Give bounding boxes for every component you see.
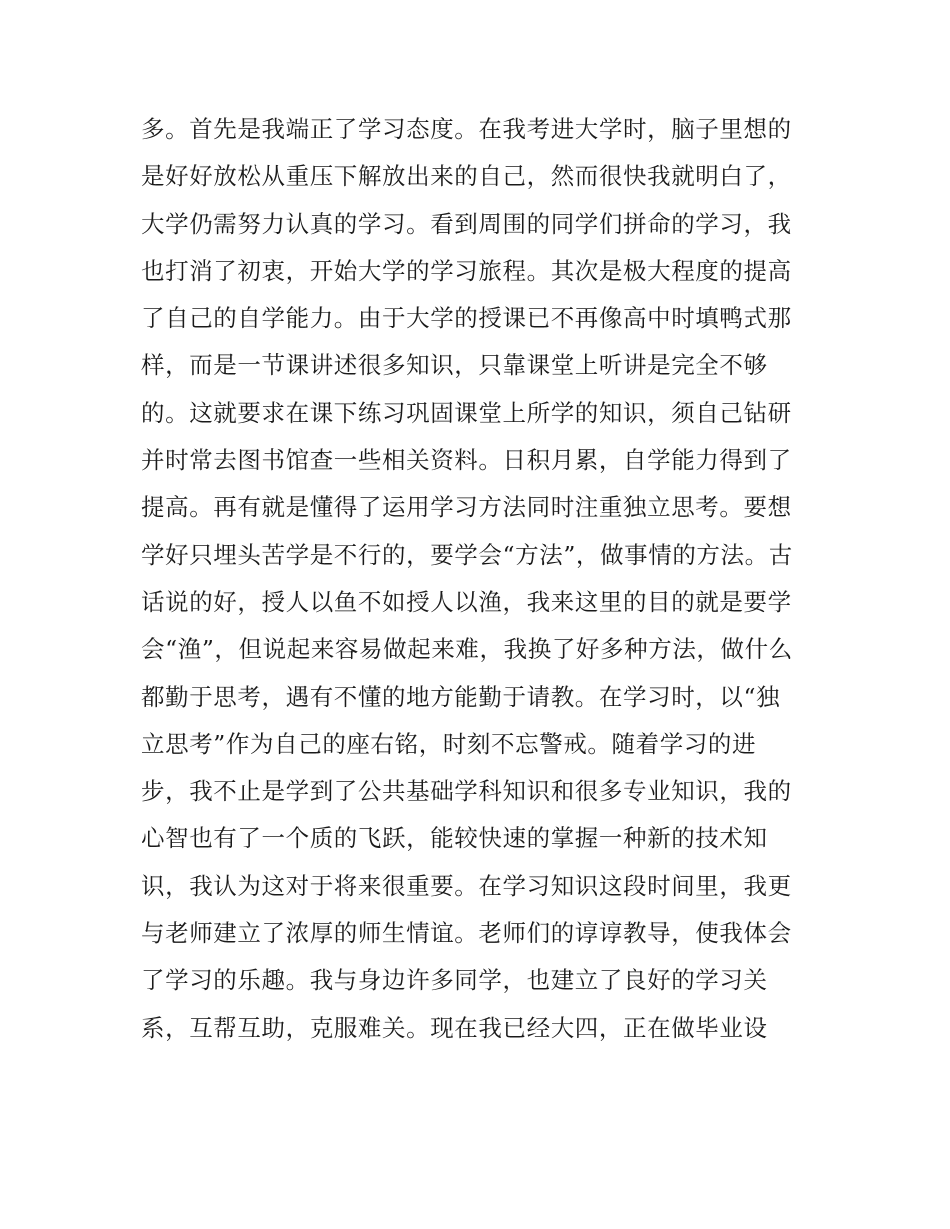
body-text [141, 106, 821, 1052]
text-line: 立思考”作为自己的座右铭，时刻不忘警戒。随着学习的进 [141, 729, 757, 758]
text-line: 与老师建立了浓厚的师生情谊。老师们的谆谆教导，使我体会 [141, 919, 792, 948]
text-line: 并时常去图书馆查一些相关资料。日积月累，自学能力得到了 [141, 446, 792, 475]
text-line: 系，互帮互助，克服难关。现在我已经大四，正在做毕业设 [141, 1013, 768, 1042]
text-line: 话说的好，授人以鱼不如授人以渔，我来这里的目的就是要学 [141, 587, 792, 616]
text-line: 提高。再有就是懂得了运用学习方法同时注重独立思考。要想 [141, 493, 792, 522]
text-line: 学好只埋头苦学是不行的，要学会“方法”，做事情的方法。古 [141, 540, 793, 569]
text-line: 识，我认为这对于将来很重要。在学习知识这段时间里，我更 [141, 871, 792, 900]
text-line: 大学仍需努力认真的学习。看到周围的同学们拼命的学习，我 [141, 209, 792, 238]
text-line: 样，而是一节课讲述很多知识，只靠课堂上听讲是完全不够 [141, 351, 768, 380]
text-line: 心智也有了一个质的飞跃，能较快速的掌握一种新的技术知 [141, 824, 768, 853]
text-line: 是好好放松从重压下解放出来的自己，然而很快我就明白了， [141, 162, 792, 191]
text-line: 会“渔”，但说起来容易做起来难，我换了好多种方法，做什么 [141, 635, 793, 664]
text-line: 了自己的自学能力。由于大学的授课已不再像高中时填鸭式那 [141, 304, 792, 333]
text-line: 多。首先是我端正了学习态度。在我考进大学时，脑子里想的 [141, 115, 792, 143]
text-line: 也打消了初衷，开始大学的学习旅程。其次是极大程度的提高 [141, 256, 792, 285]
text-line: 了学习的乐趣。我与身边许多同学，也建立了良好的学习关 [141, 966, 768, 995]
text-line: 的。这就要求在课下练习巩固课堂上所学的知识，须自己钻研 [141, 398, 792, 427]
text-line: 步，我不止是学到了公共基础学科知识和很多专业知识，我的 [141, 777, 792, 806]
text-line: 都勤于思考，遇有不懂的地方能勤于请教。在学习时，以“独 [141, 682, 781, 711]
